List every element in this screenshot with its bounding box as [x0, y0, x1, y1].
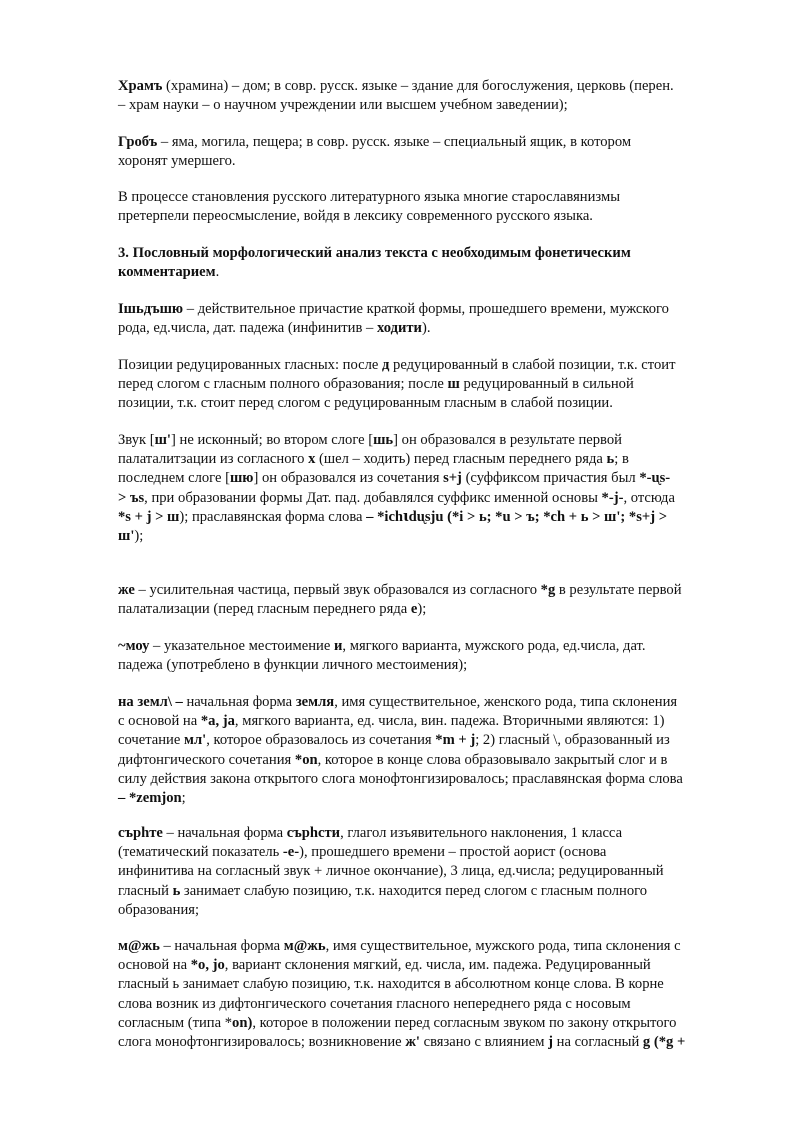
bold-term: комментарием: [118, 264, 216, 281]
bold-term: ш: [447, 376, 460, 393]
text-run: палаталитзации из согласного: [118, 451, 309, 468]
bold-term: шю: [229, 470, 254, 487]
text-run: рода, ед.числа, дат. падежа (инфинитив –: [118, 320, 377, 337]
text-run: позиции, т.к. стоит перед слогом с редуцированным гласным в слабой позиции.: [118, 395, 613, 412]
text-line: [118, 508, 748, 527]
text-run: гласный ь занимает слабую позицию, т.к. находится в абсолютном конце слова. В корне: [118, 976, 664, 993]
text-run: ); праславянская форма слова: [179, 508, 367, 525]
bold-term: – *ichꙇdᶙsju (*i > ь; *u > ъ; *ch + ь > ш'; *s+j >: [366, 508, 668, 525]
text-run: ).: [421, 320, 431, 337]
text-run: инфинитива на согласный звук + личное окончание), 3 лица, ед.числа; редуцированный: [118, 863, 664, 880]
text-line: [118, 207, 748, 226]
bold-term: ь: [172, 882, 181, 899]
text-line: [118, 77, 748, 96]
text-run: (суффиксом причастия был: [461, 470, 640, 487]
bold-term: *on: [294, 751, 318, 768]
text-line: [118, 770, 748, 789]
text-run: , глагол изъявительного наклонения, 1 класса: [340, 825, 623, 841]
text-run: дифтонгического сочетания: [118, 751, 295, 768]
text-run: гласный: [118, 882, 173, 899]
text-line: [118, 824, 748, 843]
text-run: – начальная форма: [162, 825, 287, 841]
text-run: , мягкого варианта, мужского рода, ед.числа, дат.: [342, 638, 646, 654]
text-line: [118, 975, 748, 994]
text-line: [118, 527, 748, 546]
text-run: В процессе становления русского литературного языка многие старославянизмы: [118, 189, 620, 205]
bold-term: *o, jo: [190, 957, 225, 974]
text-run: хоронят умершего.: [118, 153, 236, 170]
text-run: в результате первой: [555, 582, 682, 598]
text-run: на согласный: [552, 1034, 643, 1051]
text-line: [118, 96, 748, 115]
text-run: (шел – ходить) перед гласным переднего ряда: [315, 451, 607, 468]
text-line: [118, 789, 748, 808]
text-line: [118, 843, 748, 862]
text-line: [118, 263, 748, 282]
text-line: [118, 600, 748, 619]
text-line: [118, 300, 748, 319]
paragraph-zhe: [118, 581, 748, 619]
text-run: слога монофтонгизировалось; возникновение: [118, 1034, 406, 1051]
paragraph-zvuk: [118, 431, 748, 546]
bold-term: g: [642, 1034, 651, 1051]
text-run: – действительное причастие краткой формы, прошедшего времени, мужского: [183, 301, 669, 317]
bold-term: – *zemjon: [118, 790, 182, 807]
text-run: ] не исконный; во втором слоге [: [171, 432, 374, 448]
text-run: );: [134, 528, 144, 545]
text-line: [118, 394, 748, 413]
text-run: , отсюда: [623, 489, 675, 506]
text-line: [118, 995, 748, 1014]
text-line: [118, 712, 748, 731]
bold-term: on): [232, 1014, 253, 1031]
text-run: – храм науки – о научном учреждении или высшем учебном заведении);: [118, 97, 568, 114]
bold-term: м@жь: [118, 938, 160, 954]
text-line: [118, 489, 748, 508]
text-run: , имя существительное, мужского рода, типа склонения с: [325, 938, 681, 954]
text-line: [118, 937, 748, 956]
text-line: [118, 375, 748, 394]
text-run: слова возник из дифтонгического сочетания гласного непереднего ряда с носовым: [118, 995, 631, 1012]
bold-term: Ішьдъшю: [118, 301, 184, 317]
text-run: , вариант склонения мягкий, ед. числа, им. падежа. Редуцированный: [224, 957, 651, 974]
bold-term: ш': [154, 432, 171, 448]
text-run: редуцированный в сильной: [459, 376, 634, 393]
paragraph-khram: [118, 77, 748, 115]
bold-term: ходити: [376, 320, 422, 337]
bold-term: *m + j: [435, 732, 476, 749]
text-run: согласным (типа *: [118, 1014, 233, 1031]
text-line: [118, 469, 748, 488]
text-line: [118, 133, 748, 152]
bold-term: земля: [295, 694, 335, 710]
bold-term: сърhсти: [286, 825, 341, 841]
text-line: [118, 1014, 748, 1033]
paragraph-stanovlenie: [118, 188, 748, 226]
bold-term: же: [118, 582, 135, 598]
bold-term: Гробъ: [118, 134, 158, 150]
bold-term: > ъs: [118, 489, 145, 506]
paragraph-emu: [118, 637, 748, 675]
text-run: (тематический показатель: [118, 844, 283, 861]
text-run: (храмина) – дом; в совр. русск. языке – здание для богослужения, церковь (перен.: [162, 78, 674, 94]
bold-term: д: [382, 357, 390, 373]
text-run: последнем слоге [: [118, 470, 230, 487]
text-run: ] он образовался в результате первой: [393, 432, 622, 448]
text-run: перед слогом с гласным полного образования; после: [118, 376, 448, 393]
bold-term: м@жь: [283, 938, 326, 954]
text-line: [118, 751, 748, 770]
text-run: , мягкого варианта, ед. числа, вин. падежа. Вторичными являются: 1): [234, 713, 665, 730]
bold-term: на земл\ –: [118, 694, 183, 710]
text-line: [118, 882, 748, 901]
text-run: , которое в конце слова образовывало закрытый слог и в: [317, 751, 668, 768]
paragraph-muzh: [118, 937, 748, 1052]
bold-term: *-j-: [601, 489, 624, 506]
text-line: [118, 901, 748, 920]
bold-term: *s + j > ш: [118, 508, 180, 525]
text-line: [118, 319, 748, 338]
paragraph-sreshte: [118, 824, 748, 920]
bold-term: *а, ja: [200, 713, 235, 730]
bold-term: ш': [118, 528, 135, 545]
bold-term: *-ᶙs-: [639, 470, 671, 487]
text-run: претерпели переосмысление, войдя в лексику современного русского языка.: [118, 208, 593, 225]
bold-term: 3. Пословный морфологический анализ текста с необходимым фонетическим: [118, 245, 631, 261]
bold-term: шь: [373, 432, 394, 448]
bold-term: х: [308, 451, 316, 468]
text-run: – указательное местоимение: [149, 638, 334, 654]
text-line: [118, 693, 748, 712]
text-run: образования;: [118, 901, 200, 918]
text-run: , которое образовалось из сочетания: [206, 732, 436, 749]
text-run: ; в: [614, 451, 629, 468]
text-run: ), прошедшего времени – простой аорист (основа: [299, 844, 607, 861]
text-run: основой на: [118, 957, 191, 974]
text-run: редуцированный в слабой позиции, т.к. стоит: [389, 357, 676, 373]
text-run: сочетание: [118, 732, 184, 749]
text-run: палатализации (перед гласным переднего ряда: [118, 601, 411, 618]
paragraph-grob: [118, 133, 748, 171]
bold-term: Храмъ: [118, 78, 163, 94]
text-run: падежа (употреблено в функции личного местоимения);: [118, 657, 468, 674]
text-run: .: [215, 264, 220, 281]
bold-term: ж': [405, 1034, 420, 1051]
bold-term: j: [548, 1034, 553, 1051]
text-line: [118, 656, 748, 675]
text-run: Позиции редуцированных гласных: после: [118, 357, 383, 373]
bold-term: е: [410, 601, 418, 618]
text-line: [118, 431, 748, 450]
text-line: [118, 637, 748, 656]
bold-term: мл': [184, 732, 207, 749]
text-run: ;: [181, 790, 186, 807]
text-run: Звук [: [118, 432, 155, 448]
text-line: [118, 956, 748, 975]
bold-term: *g: [540, 582, 556, 598]
text-line: [118, 244, 748, 263]
text-run: ] он образовался из сочетания: [253, 470, 444, 487]
bold-term: и: [334, 638, 343, 654]
bold-term: (*g +: [650, 1034, 686, 1051]
text-line: [118, 356, 748, 375]
text-run: связано с влиянием: [419, 1034, 549, 1051]
text-run: – яма, могила, пещера; в совр. русск. языке – специальный ящик, в котором: [157, 134, 632, 150]
text-run: , которое в положении перед согласным звуком по закону открытого: [252, 1014, 677, 1031]
text-line: [118, 731, 748, 750]
text-run: – усилительная частица, первый звук образовался из согласного: [134, 582, 541, 598]
bold-term: ~моу: [118, 638, 150, 654]
paragraph-na-zemlyu: [118, 693, 748, 808]
text-line: [118, 152, 748, 171]
text-line: [118, 862, 748, 881]
text-line: [118, 188, 748, 207]
text-line: [118, 1033, 748, 1052]
bold-term: s+j: [443, 470, 462, 487]
paragraph-ishedshyu: [118, 300, 748, 338]
paragraph-pozicii: [118, 356, 748, 414]
text-run: ; 2) гласный \, образованный из: [475, 732, 670, 749]
bold-term: сърhте: [118, 825, 163, 841]
text-run: – начальная форма: [159, 938, 284, 954]
text-run: с основой на: [118, 713, 201, 730]
text-run: );: [417, 601, 427, 618]
bold-term: -е-: [282, 844, 300, 861]
text-run: , имя существительное, женского рода, типа склонения: [334, 694, 678, 710]
text-run: занимает слабую позицию, т.к. находится перед слогом с гласным полного: [180, 882, 648, 899]
text-line: [118, 581, 748, 600]
section-heading: [118, 244, 748, 282]
text-line: [118, 450, 748, 469]
text-run: , при образовании формы Дат. пад. добавлялся суффикс именной основы: [144, 489, 602, 506]
bold-term: ь: [606, 451, 615, 468]
text-run: начальная форма: [182, 694, 296, 710]
text-run: силу действия закона открытого слога монофтонгизировалось; праславянская форма слова: [118, 770, 683, 787]
